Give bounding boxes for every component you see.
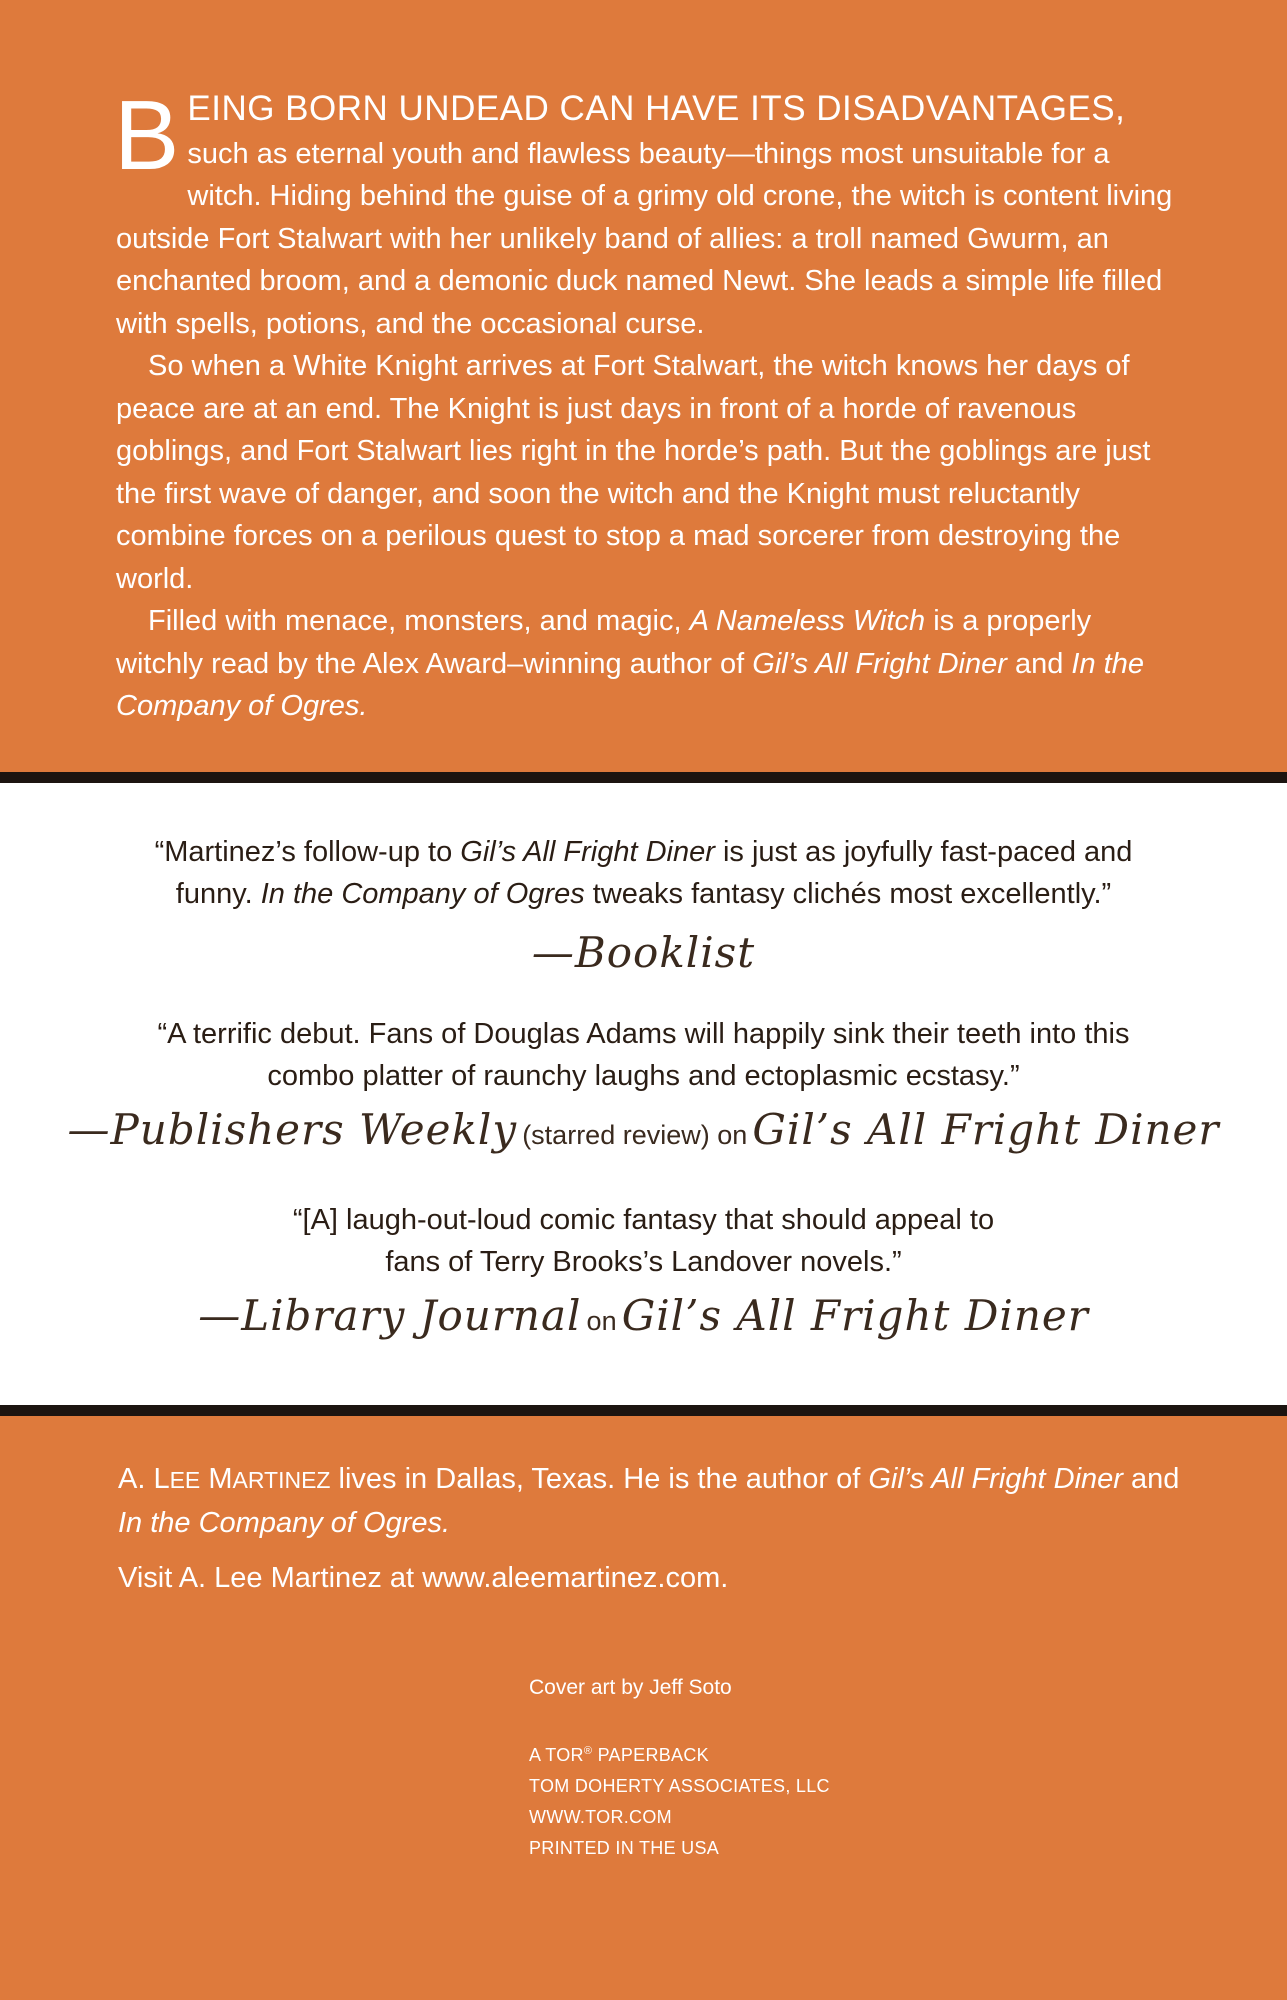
author-name-part-a: A. L xyxy=(118,1463,170,1495)
author-name-part-b: EE xyxy=(169,1467,201,1493)
quote-1 xyxy=(0,831,1287,915)
book-title-company-ogres: In the Company of Ogres. xyxy=(116,647,1144,722)
author-name-part-c: M xyxy=(200,1463,233,1495)
printed-in-line: PRINTED IN THE USA xyxy=(529,1838,720,1858)
registered-mark: ® xyxy=(583,1745,593,1757)
publisher-line-1-a: A TOR xyxy=(529,1745,584,1765)
quote-2 xyxy=(0,1013,1287,1097)
author-info-panel xyxy=(0,1416,1287,2000)
blurb-paragraph-3 xyxy=(116,600,1176,728)
quote-1-title-2: In the Company of Ogres xyxy=(260,878,585,910)
publisher-website: WWW.TOR.COM xyxy=(529,1807,672,1827)
publisher-info xyxy=(529,1736,830,1864)
blurb-opening-caps: EING BORN UNDEAD CAN HAVE ITS DISADVANTAGES, xyxy=(187,89,1126,128)
quote-1-text-b: is just as joyfully fast-paced and xyxy=(722,836,1133,868)
quote-2-source: —Publishers Weekly xyxy=(67,1105,518,1154)
blurb-p3-text-b: is a properly witchly read by the Alex Award–winning author of xyxy=(116,605,1092,680)
quote-3-note: on xyxy=(586,1306,617,1336)
quote-3 xyxy=(0,1199,1287,1283)
quote-3-source: —Library Journal xyxy=(198,1291,582,1340)
quote-1-title: Gil’s All Fright Diner xyxy=(460,836,715,868)
publisher-line-1-b: PAPERBACK xyxy=(592,1745,709,1765)
quote-3-book: Gil’s All Fright Diner xyxy=(621,1291,1089,1340)
quote-3-line-2: fans of Terry Brooks’s Landover novels.” xyxy=(385,1246,902,1278)
drop-cap-letter: B xyxy=(114,80,180,190)
review-quotes-panel xyxy=(0,783,1287,1405)
author-bio-title-1: Gil’s All Fright Diner xyxy=(868,1463,1123,1495)
cover-art-credit: Cover art by Jeff Soto xyxy=(529,1676,732,1699)
quote-2-note: (starred review) on xyxy=(522,1120,748,1150)
author-website-line: Visit A. Lee Martinez at www.aleemartinez.com. xyxy=(118,1562,729,1594)
divider-rule-top xyxy=(0,772,1287,783)
book-title-nameless-witch: A Nameless Witch xyxy=(689,605,926,637)
author-bio xyxy=(118,1458,1198,1612)
book-title-gils-diner: Gil’s All Fright Diner xyxy=(752,647,1007,680)
quote-1-text-c: funny. xyxy=(175,878,253,910)
publisher-line-1 xyxy=(529,1736,830,1771)
blurb-text xyxy=(114,80,1176,728)
quote-1-source: —Booklist xyxy=(531,928,756,977)
quote-1-text-d: tweaks fantasy clichés most excellently.” xyxy=(592,878,1112,910)
back-cover-blurb-panel xyxy=(0,0,1287,772)
blurb-p3-text-a: Filled with menace, monsters, and magic, xyxy=(148,605,682,637)
quote-3-line-1: “[A] laugh-out-loud comic fantasy that should appeal to xyxy=(292,1204,995,1236)
quote-3-attribution xyxy=(0,1291,1287,1340)
author-bio-title-2: In the Company of Ogres. xyxy=(118,1507,451,1539)
quote-2-line-1: “A terrific debut. Fans of Douglas Adams will happily sink their teeth into this xyxy=(157,1018,1130,1050)
quote-1-attribution xyxy=(0,928,1287,977)
blurb-p3-text-c: and xyxy=(1014,647,1064,680)
blurb-paragraph-2: So when a White Knight arrives at Fort Stalwart, the witch knows her days of peace are at an end. The Knight is just days in front of a horde of ravenous goblings, and Fort Stalwart lies right in the horde’s path. But the goblings are just the first wave of danger, and soon the witch and the Knight must reluctantly combine forces on a perilous quest to stop a mad sorcerer from destroying the world. xyxy=(116,350,1151,595)
author-bio-and: and xyxy=(1131,1463,1180,1495)
quote-2-attribution xyxy=(0,1105,1287,1154)
cover-credits xyxy=(529,1672,732,1703)
divider-rule-bottom xyxy=(0,1405,1287,1416)
quote-1-text-a: “Martinez’s follow-up to xyxy=(154,836,453,868)
publisher-line-2: TOM DOHERTY ASSOCIATES, LLC xyxy=(529,1776,830,1796)
quote-2-book: Gil’s All Fright Diner xyxy=(752,1105,1220,1154)
author-name-part-d: ARTINEZ xyxy=(232,1467,331,1493)
author-bio-text: lives in Dallas, Texas. He is the author of xyxy=(338,1463,861,1495)
blurb-paragraph-1: such as eternal youth and flawless beauty—things most unsuitable for a witch. Hiding behind the guise of a grimy old crone, the witch is content living outside Fort Stalwart with her unlikely band of allies: a troll named Gwurm, an enchanted broom, and a demonic duck named Newt. She leads a simple life filled with spells, potions, and the occasional curse. xyxy=(116,137,1173,340)
quote-2-line-2: combo platter of raunchy laughs and ectoplasmic ecstasy.” xyxy=(267,1060,1020,1092)
